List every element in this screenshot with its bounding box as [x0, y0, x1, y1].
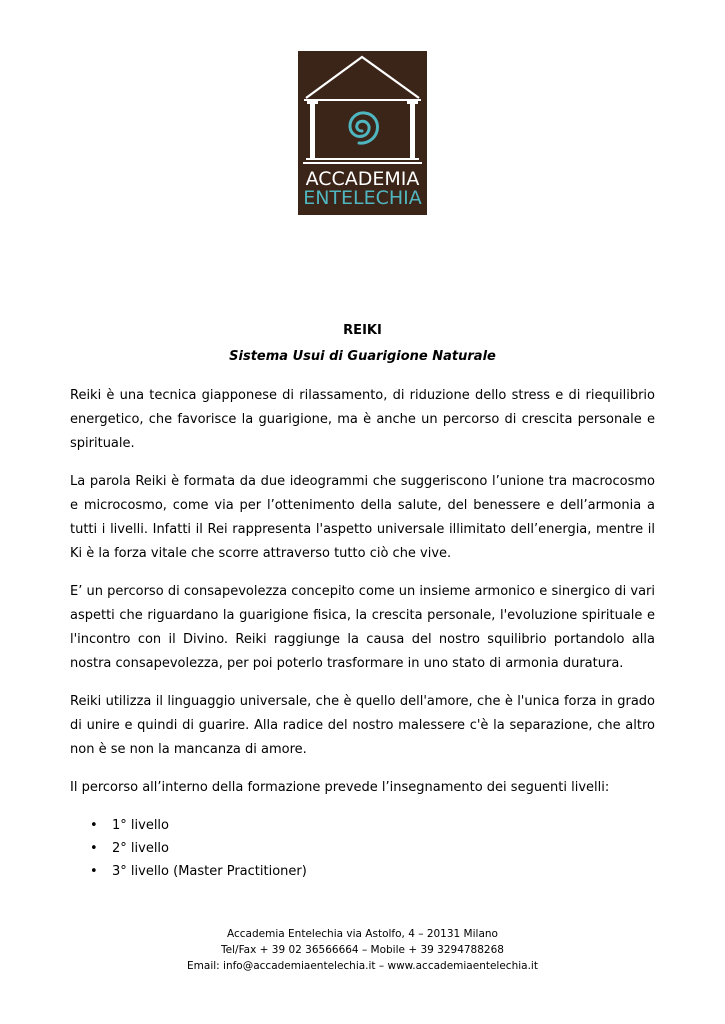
- document-body: [70, 318, 655, 883]
- page-footer: [0, 926, 725, 974]
- accademia-entelechia-logo: [298, 51, 427, 256]
- logo-tagline: formazione e crescita: [308, 245, 417, 256]
- level-label: 2° livello: [112, 841, 169, 856]
- level-label: 3° livello (Master Practitioner): [112, 864, 307, 879]
- bullet: •: [90, 841, 98, 856]
- list-item: [70, 814, 655, 837]
- document-title: REIKI: [343, 323, 382, 338]
- bullet: •: [90, 864, 98, 879]
- bullet: •: [90, 818, 98, 833]
- paragraph-love: Reiki utilizza il linguaggio universale, che è quello dell'amore, che è l'unica forza in grado di unire e quindi di guarire. Alla radice del nostro malessere c'è la separazione, che altro non è se non la mancanza di amore.: [70, 694, 655, 757]
- footer-email: Email: info@accademiaentelechia.it – www.accademiaentelechia.it: [187, 960, 538, 972]
- footer-address: Accademia Entelechia via Astolfo, 4 – 20131 Milano: [227, 928, 498, 940]
- logo-accademia-text: ACCADEMIA: [305, 168, 420, 190]
- footer-phone: Tel/Fax + 39 02 36566664 – Mobile + 39 3294788268: [221, 944, 504, 956]
- paragraph-ideograms: La parola Reiki è formata da due ideogrammi che suggeriscono l’unione tra macrocosmo e microcosmo, come via per l’ottenimento della salute, del benessere e dell’armonia a tutti i livelli. Infatti il Rei rappresenta l'aspetto universale illimitato dell’energia, mentre il Ki è la forza vitale che scorre attraverso tutto ciò che vive.: [70, 474, 655, 561]
- level-label: 1° livello: [112, 818, 169, 833]
- logo-entelechia-text: ENTELECHIA: [303, 187, 422, 209]
- paragraph-levels-intro: Il percorso all’interno della formazione prevede l’insegnamento dei seguenti livelli:: [70, 780, 610, 795]
- list-item: [70, 860, 655, 883]
- paragraph-awareness: E’ un percorso di consapevolezza concepito come un insieme armonico e sinergico di vari aspetti che riguardano la guarigione fisica, la crescita personale, l'evoluzione spirituale e l'incontro con il Divino. Reiki raggiunge la causa del nostro squilibrio portandolo alla nostra consapevolezza, per poi poterlo trasformare in uno stato di armonia duratura.: [70, 584, 655, 671]
- paragraph-intro: Reiki è una tecnica giapponese di rilassamento, di riduzione dello stress e di riequilibrio energetico, che favorisce la guarigione, ma è anche un percorso di crescita personale e spirituale.: [70, 388, 655, 451]
- levels-list: [70, 814, 655, 883]
- list-item: [70, 837, 655, 860]
- document-subtitle: Sistema Usui di Guarigione Naturale: [229, 349, 496, 364]
